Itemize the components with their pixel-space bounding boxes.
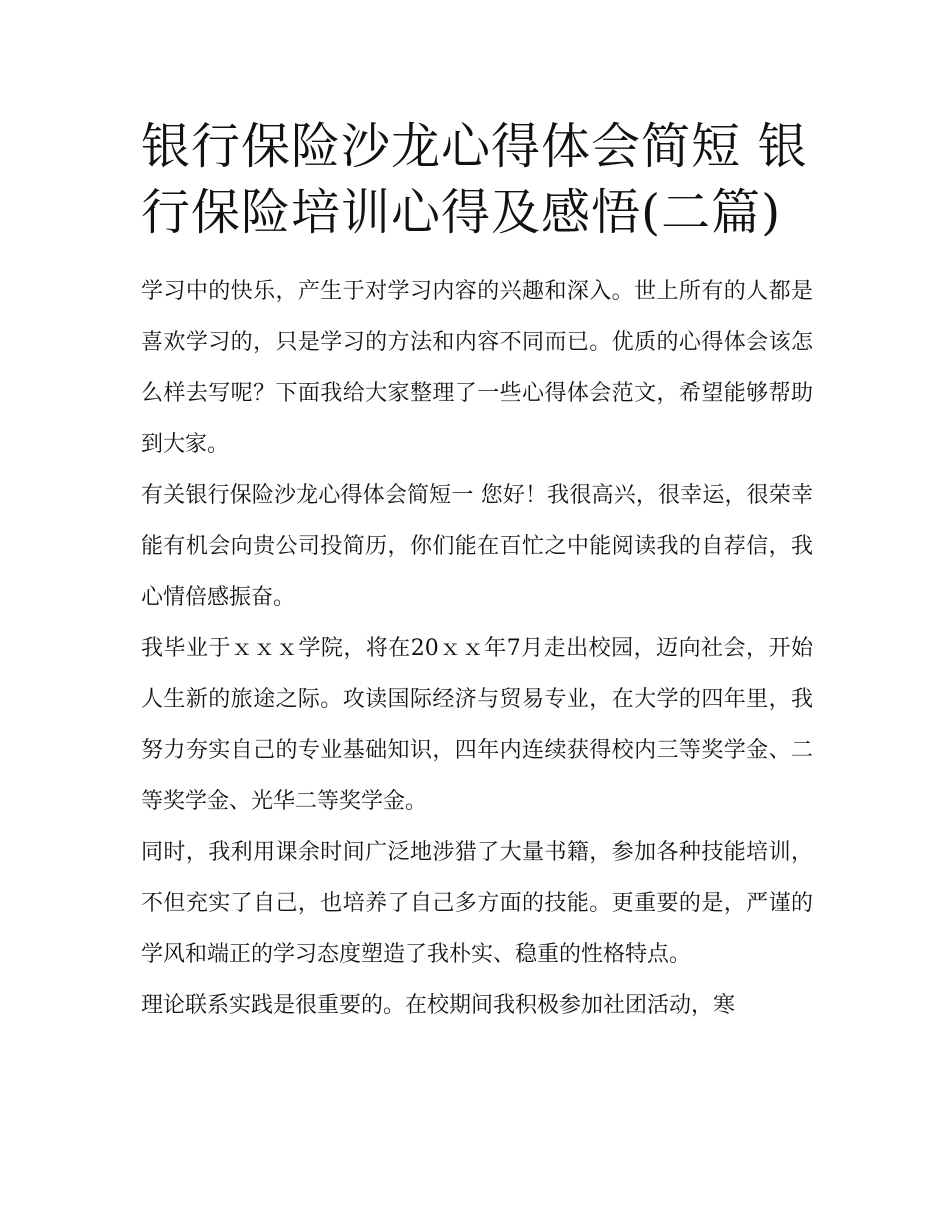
paragraph-greeting: 有关银行保险沙龙心得体会简短一 您好！我很高兴，很幸运，很荣幸能有机会向贵公司投简历，你们能在百忙之中能阅读我的自荐信，我心情倍感振奋。	[141, 483, 813, 610]
document-body	[141, 266, 813, 1031]
document-title: 银行保险沙龙心得体会简短 银行保险培训心得及感悟(二篇)	[141, 118, 808, 241]
paragraph-skills: 同时，我利用课余时间广泛地涉猎了大量书籍，参加各种技能培训，不但充实了自己，也培养了自己多方面的技能。更重要的是，严谨的学风和端正的学习态度塑造了我朴实、稳重的性格特点。	[141, 840, 813, 967]
document-page	[141, 114, 813, 1031]
paragraph-practice: 理论联系实践是很重要的。在校期间我积极参加社团活动，寒	[141, 993, 736, 1018]
paragraph-intro: 学习中的快乐，产生于对学习内容的兴趣和深入。世上所有的人都是喜欢学习的，只是学习的方法和内容不同而已。优质的心得体会该怎么样去写呢？下面我给大家整理了一些心得体会范文，希望能够帮助到大家。	[141, 279, 813, 457]
paragraph-education: 我毕业于ｘｘｘ学院，将在20ｘｘ年7月走出校园，迈向社会，开始人生新的旅途之际。攻读国际经济与贸易专业，在大学的四年里，我努力夯实自己的专业基础知识，四年内连续获得校内三等奖学金、二等奖学金、光华二等奖学金。	[141, 636, 813, 814]
